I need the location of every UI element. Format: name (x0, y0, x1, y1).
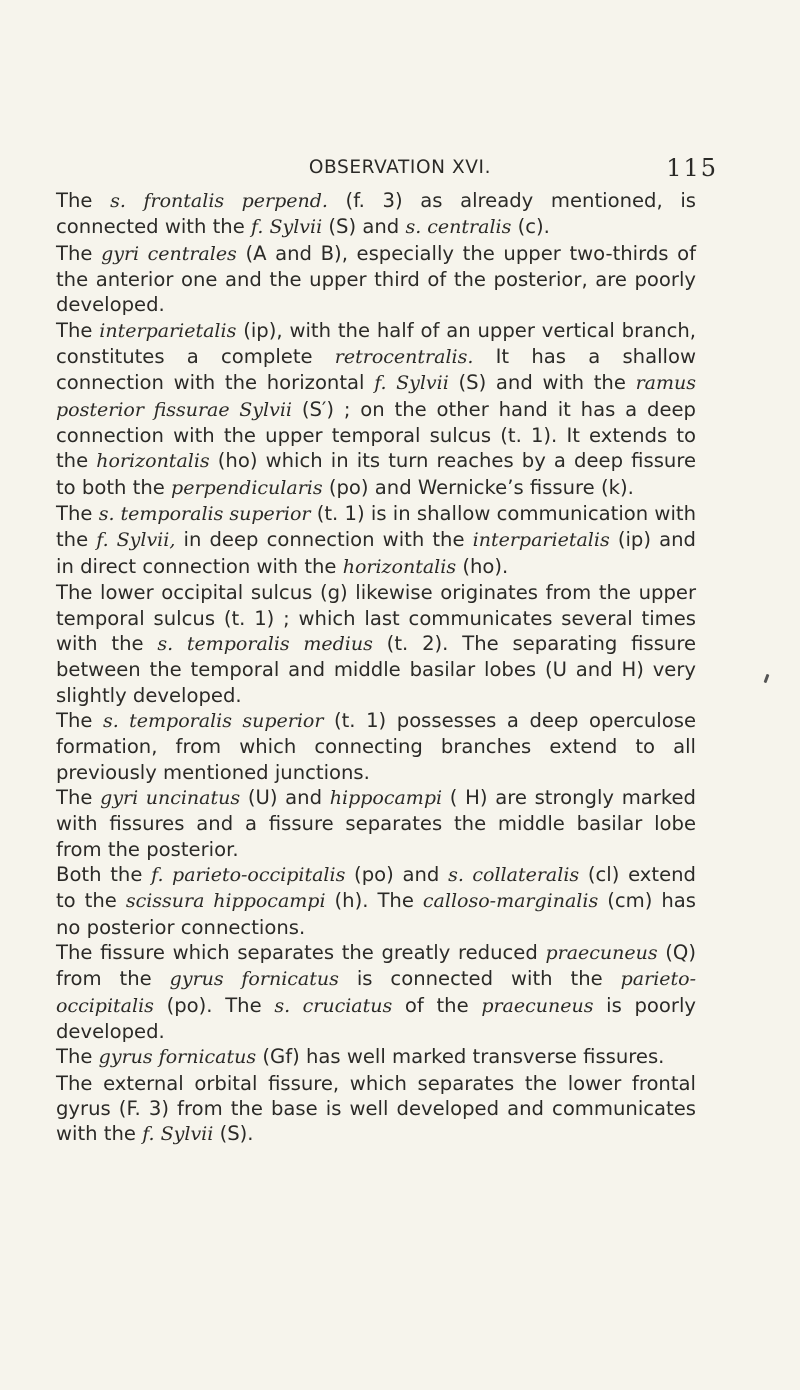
text-run: (S) and with the (448, 371, 636, 395)
italic-term: s. centralis (405, 216, 512, 239)
paragraph (56, 1071, 696, 1148)
text-run: (S). (213, 1122, 254, 1146)
italic-term: frontalis perpend. (143, 190, 328, 212)
italic-term: gyri centrales (101, 242, 237, 265)
text-run: (po). The (153, 993, 275, 1017)
italic-term: f. Sylvii, (96, 529, 176, 552)
italic-term: s. (110, 190, 126, 212)
paragraph (56, 708, 696, 785)
paragraph (56, 862, 696, 940)
paragraph (56, 188, 696, 241)
text-run: (c). (511, 215, 550, 239)
text-run: Both the (56, 862, 152, 886)
italic-term: horizontalis (96, 450, 210, 473)
italic-term: f. Sylvii (142, 1123, 214, 1146)
text-run: The (56, 502, 99, 526)
text-run: (t. 1) possesses a deep operculose formation, from which connecting branches extend to all previously mentioned junctions. (56, 708, 696, 784)
italic-term: calloso-marginalis (422, 890, 599, 913)
text-run: is connected with the (338, 967, 621, 991)
italic-term: f. Sylvii (374, 372, 449, 395)
italic-term: praecuneus (481, 994, 594, 1017)
italic-term: s. collateralis (448, 863, 580, 886)
text-run: (cm) has no posterior connections. (56, 889, 696, 939)
text-run: It has a shallow connection with the horizontal (56, 345, 696, 395)
text-run: (t. 1) is in shallow communication with the (56, 502, 696, 552)
italic-term: interparietalis (472, 529, 610, 552)
text-run: (ho) which in its turn reaches by a deep fissure to both the (56, 449, 696, 499)
body-text (56, 188, 696, 1148)
text-run: (f. 3) as already mentioned, is connected with the (56, 189, 696, 239)
italic-term: s. cruciatus (274, 994, 393, 1017)
text-run: (ip), with the half of an upper vertical branch, constitutes a complete (56, 318, 696, 369)
text-run: (Gf) has well marked transverse fissures. (256, 1045, 665, 1069)
text-run: The external orbital fissure, which separates the lower frontal gyrus (F. 3) from the base is well developed and communicates with the (56, 1071, 696, 1146)
italic-term: ramus posterior fissurae Sylvii (56, 372, 697, 421)
text-run: The (56, 708, 103, 732)
text-run: The (56, 189, 111, 212)
text-run: The (56, 241, 102, 265)
paragraph (56, 318, 696, 501)
text-run: The (56, 1045, 99, 1069)
paragraph (56, 580, 696, 708)
italic-term: parieto-occipitalis (56, 968, 697, 1017)
italic-term: f. Sylvii (251, 216, 323, 239)
text-run: (h). The (325, 889, 423, 913)
page-speck (764, 674, 770, 683)
italic-term: f. parieto-occipitalis (151, 863, 346, 886)
text-run: (S′) ; on the other hand it has a deep connection with the upper temporal sulcus (t. 1). It extends to the (56, 397, 696, 473)
text-run (126, 189, 144, 212)
page-number: 115 (666, 154, 718, 182)
italic-term: gyrus fornicatus (98, 1046, 257, 1069)
paragraph (56, 241, 696, 318)
text-run: ( H) are strongly marked with fissures and a fissure separates the middle basilar lobe from the posterior. (56, 785, 696, 861)
italic-term: s. temporalis superior (98, 503, 311, 526)
text-run: of the (392, 993, 482, 1017)
italic-term: horizontalis (342, 555, 457, 578)
text-run: is poorly developed. (56, 993, 696, 1043)
italic-term: gyrus fornicatus (169, 968, 339, 991)
running-head: OBSERVATION XVI. (308, 157, 492, 178)
text-run: (ho). (456, 554, 509, 578)
text-run: (t. 2). The separating fissure between the temporal and middle basilar lobes (U and H) very slightly developed. (56, 631, 696, 707)
italic-term: s. temporalis superior (103, 709, 324, 732)
italic-term: gyri uncinatus (100, 786, 241, 809)
text-run: (cl) extend to the (56, 862, 696, 913)
italic-term: interparietalis (99, 319, 237, 342)
text-run: (U) and (240, 785, 330, 809)
text-run: (S) and (322, 215, 406, 239)
paragraph (56, 501, 696, 580)
page-header (0, 154, 800, 187)
italic-term: perpendicularis (171, 476, 323, 499)
italic-term: hippocampi (329, 786, 443, 809)
text-run: The lower occipital sulcus (g) likewise originates from the upper temporal sulcus (t. 1) ; which last communicates several times with the (56, 581, 696, 655)
text-run: The fissure which separates the greatly reduced (56, 940, 546, 964)
italic-term: retrocentralis. (334, 346, 474, 369)
italic-term: praecuneus (545, 941, 658, 964)
text-run: (po) and (345, 862, 449, 886)
text-run: (ip) and in direct connection with the (56, 528, 696, 578)
paragraph (56, 785, 696, 862)
text-run: The (56, 318, 100, 342)
italic-term: s. temporalis medius (157, 632, 373, 655)
text-run: The (56, 785, 101, 809)
text-run: (Q) from the (56, 940, 696, 991)
paragraph (56, 940, 696, 1044)
text-run: (po) and Wernicke’s fissure (k). (322, 475, 634, 499)
paragraph (56, 1044, 696, 1070)
italic-term: scissura hippocampi (125, 890, 326, 913)
text-run: (A and B), especially the upper two-thirds of the anterior one and the upper third of the posterior, are poorly developed. (56, 241, 696, 317)
text-run: in deep connection with the (175, 528, 473, 552)
